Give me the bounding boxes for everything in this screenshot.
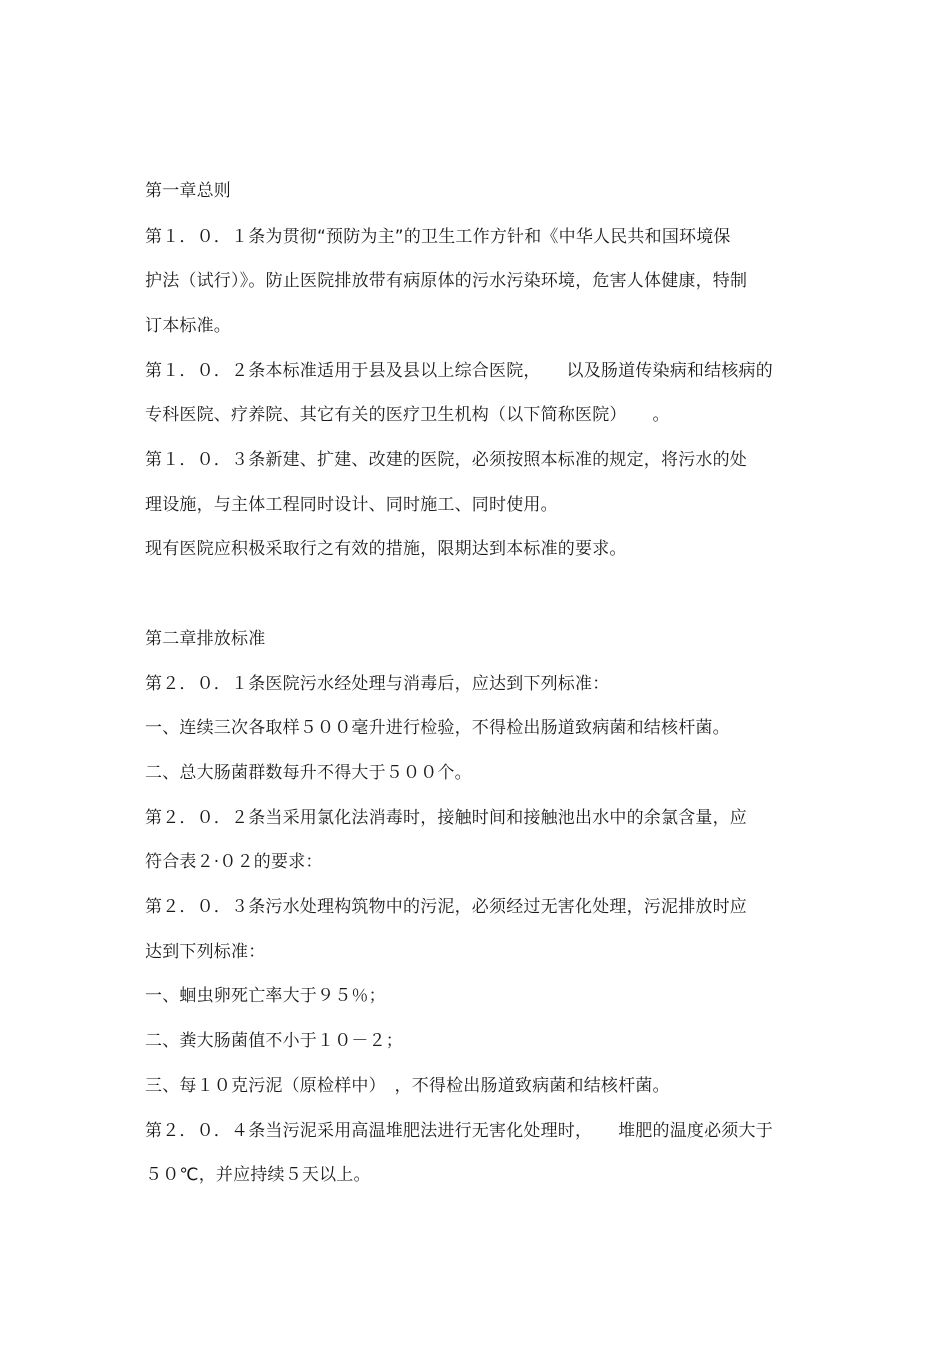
chapter2-heading: 第二章排放标准 <box>145 629 266 649</box>
article-2-0-4-line1: 第２．０．４条当污泥采用高温堆肥法进行无害化处理时， 堆肥的温度必须大于 <box>145 1121 773 1141</box>
article-2-0-2-line2: 符合表２·０２的要求： <box>145 852 323 872</box>
article-1-0-1-line1: 第１．０．１条为贯彻“预防为主”的卫生工作方针和《中华人民共和国环境保 <box>145 227 731 247</box>
article-1-0-1-line2: 护法（试行）》。防止医院排放带有病原体的污水污染环境，危害人体健康，特制 <box>145 271 748 291</box>
article-1-0-2-line2: 专科医院、疗养院、其它有关的医疗卫生机构（以下简称医院） 。 <box>145 405 670 425</box>
article-2-0-4-line2: ５０℃，并应持续５天以上。 <box>145 1165 371 1185</box>
article-2-0-3-item3: 三、每１０克污泥（原检样中） ，不得检出肠道致病菌和结核杆菌。 <box>145 1076 670 1096</box>
article-2-0-1-item2: 二、总大肠菌群数每升不得大于５００个。 <box>145 763 472 783</box>
article-2-0-3-item2: 二、粪大肠菌值不小于１０－２； <box>145 1031 403 1051</box>
article-2-0-3-line2: 达到下列标准： <box>145 942 266 962</box>
article-1-0-3-line1: 第１．０．３条新建、扩建、改建的医院，必须按照本标准的规定，将污水的处 <box>145 450 747 470</box>
article-2-0-1-item1: 一、连续三次各取样５００毫升进行检验，不得检出肠道致病菌和结核杆菌。 <box>145 718 730 738</box>
chapter1-heading: 第一章总则 <box>145 181 231 201</box>
article-1-0-3-line3: 现有医院应积极采取行之有效的措施，限期达到本标准的要求。 <box>145 539 627 559</box>
article-2-0-3-item1: 一、蛔虫卵死亡率大于９５％； <box>145 986 386 1006</box>
article-1-0-1-line3: 订本标准。 <box>145 316 231 336</box>
article-2-0-1-line1: 第２．０．１条医院污水经处理与消毒后，应达到下列标准： <box>145 674 610 694</box>
article-2-0-3-line1: 第２．０．３条污水处理构筑物中的污泥，必须经过无害化处理，污泥排放时应 <box>145 897 747 917</box>
article-2-0-2-line1: 第２．０．２条当采用氯化法消毒时，接触时间和接触池出水中的余氯含量，应 <box>145 808 747 828</box>
article-1-0-2-line1: 第１．０．２条本标准适用于县及县以上综合医院， 以及肠道传染病和结核病的 <box>145 361 773 381</box>
article-1-0-3-line2: 理设施，与主体工程同时设计、同时施工、同时使用。 <box>145 495 558 515</box>
